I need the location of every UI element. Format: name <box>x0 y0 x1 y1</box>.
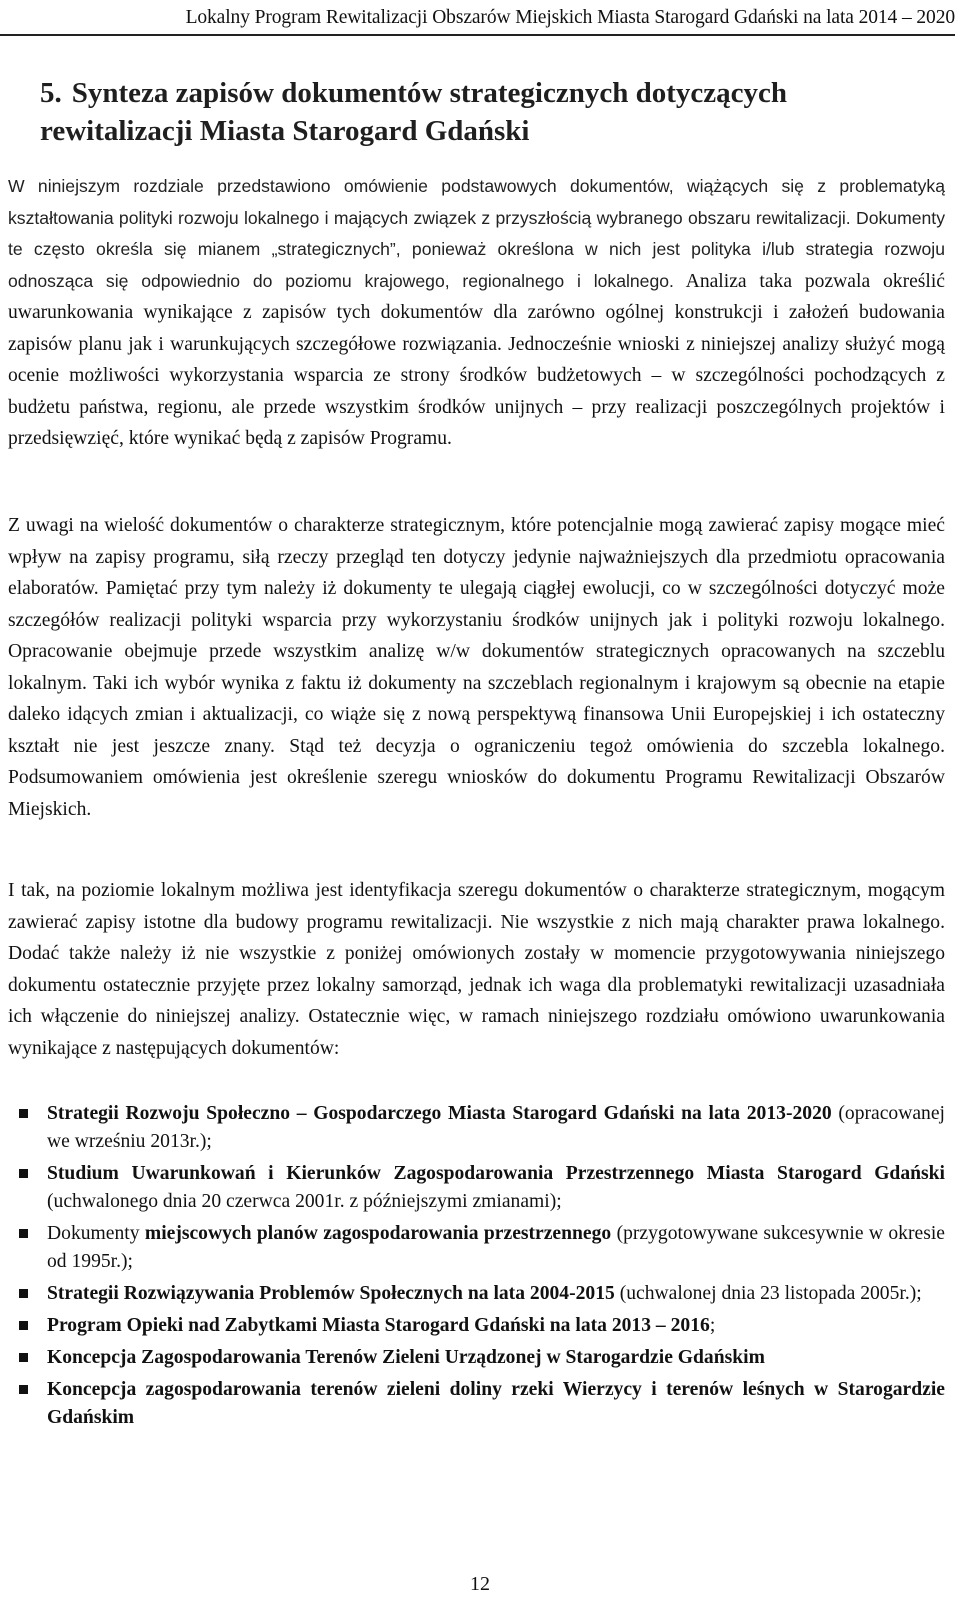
square-bullet-icon <box>19 1169 28 1178</box>
paragraph-documents-scope: Z uwagi na wielość dokumentów o charakterze strategicznym, które potencjalnie mogą zawierać zapisy mogące mieć wpływ na zapisy programu, siłą rzeczy przegląd ten dotyczy jedynie najważniejszych dla przedmiotu opracowania elaboratów. Pamiętać przy tym należy iż dokumenty te ulegają ciągłej ewolucji, co w szczególności dotyczyć może szczegółów realizacji polityki wsparcia przy wykorzystaniu środków unijnych jak i polityki rozwoju lokalnego. Opracowanie obejmuje przede wszystkim analizę w/w dokumentów strategicznych opracowanych na szczeblu lokalnym. Taki ich wybór wynika z faktu iż dokumenty na szczeblach regionalnym i krajowym są obecnie na etapie daleko idących zmian i aktualizacji, co wiąże się z nową perspektywą finansowa Unii Europejskiej i ich ostateczny kształt nie jest jeszcze znany. Stąd też decyzja o ograniczeniu tegoż omówienia do szczebla lokalnego. Podsumowaniem omówienia jest określenie szeregu wniosków do dokumentu Programu Rewitalizacji Obszarów Miejskich. <box>8 515 945 820</box>
list-item: Dokumenty miejscowych planów zagospodarowania przestrzennego (przygotowywane sukcesywnie w okresie od 1995r.); <box>8 1220 945 1276</box>
section-number: 5. <box>40 77 62 109</box>
square-bullet-icon <box>19 1353 28 1362</box>
list-item: Studium Uwarunkowań i Kierunków Zagospodarowania Przestrzennego Miasta Starogard Gdański (uchwalonego dnia 20 czerwca 2001r. z późniejszymi zmianami); <box>8 1160 945 1216</box>
header-divider <box>0 34 955 36</box>
list-item: Koncepcja zagospodarowania terenów zieleni doliny rzeki Wierzycy i terenów leśnych w Starogardzie Gdańskim <box>8 1376 945 1432</box>
square-bullet-icon <box>19 1289 28 1298</box>
list-item: Strategii Rozwiązywania Problemów Społecznych na lata 2004-2015 (uchwalonej dnia 23 listopada 2005r.); <box>8 1280 945 1308</box>
list-item: Program Opieki nad Zabytkami Miasta Starogard Gdański na lata 2013 – 2016; <box>8 1312 945 1340</box>
intro-text-serif: Analiza taka pozwala określić uwarunkowania wynikające z zapisów tych dokumentów dla zarówno ogólnej konstrukcji i założeń budowania zapisów planu jak i warunkujących szczegółowe rozwiązania. Jednocześnie wnioski z niniejszej analizy służyć mogą ocenie możliwości wykorzystania wsparcia ze strony środków budżetowych – w szczególności pochodzących z budżetu państwa, regionu, ale przede wszystkim środków unijnych – przy realizacji poszczególnych projektów i przedsięwzięć, które wynikać będą z zapisów Programu. <box>8 270 945 449</box>
section-title: Synteza zapisów dokumentów strategicznych dotyczących rewitalizacji Miasta Starogard Gdański <box>40 77 788 147</box>
square-bullet-icon <box>19 1321 28 1330</box>
list-item: Koncepcja Zagospodarowania Terenów Zieleni Urządzonej w Starogardzie Gdańskim <box>8 1344 945 1372</box>
documents-list <box>8 1100 945 1432</box>
intro-text-sans: W niniejszym rozdziale przedstawiono omówienie podstawowych dokumentów, wiążących się z problematyką kształtowania polityki rozwoju lokalnego i mających związek z przyszłością wybranego obszaru rewitalizacji. Dokumenty te często określa się mianem „strategicznych”, ponieważ określona w nich jest polityka i/lub strategia rozwoju odnosząca się odpowiednio do poziomu krajowego, regionalnego i lokalnego. <box>8 176 945 291</box>
intro-paragraph <box>8 171 945 455</box>
section-heading <box>40 74 940 150</box>
list-item: Strategii Rozwoju Społeczno – Gospodarczego Miasta Starogard Gdański na lata 2013-2020 (opracowanej we wrześniu 2013r.); <box>8 1100 945 1156</box>
square-bullet-icon <box>19 1229 28 1238</box>
square-bullet-icon <box>19 1109 28 1118</box>
paragraph-local-level: I tak, na poziomie lokalnym możliwa jest identyfikacja szeregu dokumentów o charakterze strategicznym, mogącym zawierać zapisy istotne dla budowy programu rewitalizacji. Nie wszystkie z nich mają charakter prawa lokalnego. Dodać także należy iż nie wszystkie z poniżej omówionych zostały w momencie przygotowywania niniejszego dokumentu ostatecznie przyjęte przez lokalny samorząd, jednak ich waga dla problematyki rewitalizacji uzasadniała ich włączenie do niniejszej analizy. Ostatecznie więc, w ramach niniejszego rozdziału omówiono uwarunkowania wynikające z następujących dokumentów: <box>8 880 945 1059</box>
page-number: 12 <box>470 1573 490 1595</box>
square-bullet-icon <box>19 1385 28 1394</box>
running-header: Lokalny Program Rewitalizacji Obszarów Miejskich Miasta Starogard Gdański na lata 2014 – 2020 <box>185 7 955 28</box>
